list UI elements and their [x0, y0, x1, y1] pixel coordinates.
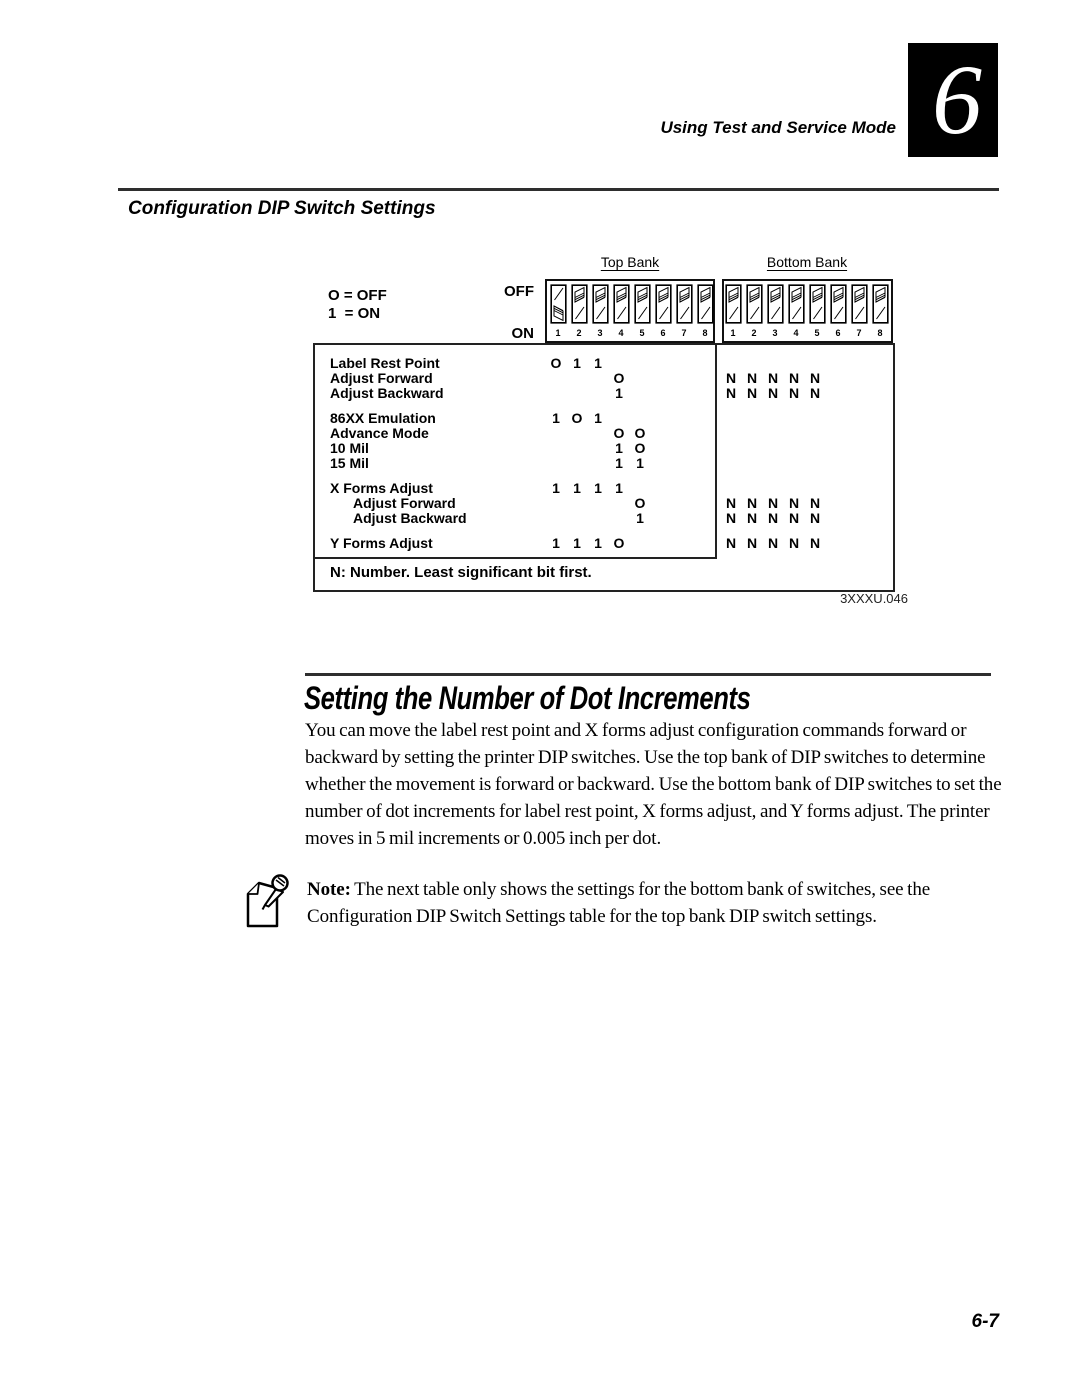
top-bank-value-cell: O: [613, 425, 625, 441]
bottom-bank-value-cell: N: [725, 510, 737, 526]
top-bank-value-cell: 1: [636, 510, 644, 526]
bottom-bank-value-cell: N: [767, 370, 779, 386]
top-bank-value-cell: 1: [552, 410, 560, 426]
table-row-label: Advance Mode: [330, 425, 429, 441]
dip-switch-icon: [676, 284, 693, 329]
dip-switch-icon: [697, 284, 714, 329]
table-row-label: 15 Mil: [330, 455, 369, 471]
dip-switch-icon: [592, 284, 609, 329]
dip-switch-icon: [788, 284, 805, 329]
chapter-number: 6: [932, 44, 982, 155]
dip-switch-icon: [746, 284, 763, 329]
bottom-bank-value-cell: N: [725, 385, 737, 401]
top-bank-value-cell: 1: [573, 535, 581, 551]
dip-switch-icon: [725, 284, 742, 329]
top-bank-value-cell: 1: [573, 355, 581, 371]
top-bank-value-cell: 1: [615, 455, 623, 471]
switch-number: 2: [751, 328, 757, 338]
legend-off: O = OFF: [328, 287, 387, 304]
top-bank-value-cell: 1: [594, 480, 602, 496]
table-row-label: Adjust Forward: [330, 370, 433, 386]
bottom-bank-value-cell: N: [767, 385, 779, 401]
dip-switch-icon: [851, 284, 868, 329]
legend-on: 1 = ON: [328, 305, 381, 322]
top-bank-value-cell: 1: [573, 480, 581, 496]
dip-switch-icon: [809, 284, 826, 329]
top-bank-value-cell: O: [634, 425, 646, 441]
switch-legend: [328, 287, 387, 323]
top-bank-value-cell: 1: [594, 535, 602, 551]
top-bank-switches: [545, 279, 715, 343]
table-row-label: 10 Mil: [330, 440, 369, 456]
dip-switch-icon: [613, 284, 630, 329]
bottom-bank-value-cell: N: [809, 385, 821, 401]
chapter-number-box: [908, 43, 998, 157]
top-bank-value-cell: 1: [615, 440, 623, 456]
table-row-label: Adjust Backward: [353, 510, 467, 526]
switch-number: 1: [730, 328, 736, 338]
dip-switch-icon: [872, 284, 889, 329]
top-bank-value-cell: 1: [594, 410, 602, 426]
page-number: 6-7: [971, 1311, 999, 1332]
top-bank-value-cell: 1: [552, 480, 560, 496]
off-position-label: OFF: [504, 283, 534, 300]
table-row-label: Y Forms Adjust: [330, 535, 433, 551]
top-bank-value-cell: 1: [636, 455, 644, 471]
dip-switch-icon: [571, 284, 588, 329]
bottom-bank-value-cell: N: [788, 510, 800, 526]
switch-number: 5: [814, 328, 820, 338]
table-footnote: N: Number. Least significant bit first.: [330, 564, 592, 581]
table-row-label: Adjust Backward: [330, 385, 444, 401]
top-bank-value-cell: 1: [552, 535, 560, 551]
dip-switch-icon: [655, 284, 672, 329]
settings-table-rows: [313, 343, 895, 592]
bottom-bank-value-cell: N: [746, 495, 758, 511]
dip-switch-icon: [830, 284, 847, 329]
bottom-bank-value-cell: N: [809, 370, 821, 386]
top-bank-value-cell: 1: [615, 385, 623, 401]
table-row-label: Label Rest Point: [330, 355, 440, 371]
bottom-bank-value-cell: N: [746, 535, 758, 551]
bottom-bank-value-cell: N: [788, 370, 800, 386]
top-bank-value-cell: 1: [594, 355, 602, 371]
switch-number: 8: [877, 328, 883, 338]
bottom-bank-value-cell: N: [767, 510, 779, 526]
table-row-label: 86XX Emulation: [330, 410, 436, 426]
bottom-bank-value-cell: N: [788, 495, 800, 511]
header-rule: [118, 188, 999, 191]
chapter-title: Using Test and Service Mode: [660, 118, 896, 137]
top-bank-value-cell: O: [571, 410, 583, 426]
bottom-bank-switches: [722, 279, 893, 343]
switch-number: 7: [856, 328, 862, 338]
section2-rule: [305, 673, 991, 676]
note-label: Note:: [307, 879, 351, 900]
bottom-bank-value-cell: N: [788, 535, 800, 551]
section2-body: You can move the label rest point and X forms adjust configuration commands forward or backward by setting the printer DIP switches. Use the top bank of DIP switches to determine whether the movement is forward or backward. Use the bottom bank of DIP switches to set the number of dot increments for label rest point, X forms adjust, and Y forms adjust. The printer moves in 5 mil increments or 0.005 inch per dot.: [305, 720, 1002, 849]
section2-heading: Setting the Number of Dot Increments: [304, 680, 751, 716]
top-bank-value-cell: O: [613, 370, 625, 386]
dip-switch-icon: [550, 284, 567, 329]
bottom-bank-value-cell: N: [746, 510, 758, 526]
note-paragraph: [307, 876, 987, 930]
bottom-bank-label: Bottom Bank: [766, 254, 848, 270]
table-row-label: X Forms Adjust: [330, 480, 433, 496]
bottom-bank-value-cell: N: [809, 510, 821, 526]
top-bank-value-cell: O: [613, 535, 625, 551]
top-bank-value-cell: O: [634, 495, 646, 511]
switch-number: 4: [793, 328, 799, 338]
switch-number: 6: [835, 328, 841, 338]
bottom-bank-value-cell: N: [809, 495, 821, 511]
section1-heading: Configuration DIP Switch Settings: [128, 198, 436, 219]
top-bank-label: Top Bank: [600, 254, 660, 270]
bottom-bank-value-cell: N: [725, 370, 737, 386]
switch-number: 8: [702, 328, 708, 338]
top-bank-value-cell: O: [634, 440, 646, 456]
switch-number: 1: [555, 328, 561, 338]
bottom-bank-value-cell: N: [809, 535, 821, 551]
dip-switch-icon: [767, 284, 784, 329]
figure-caption: 3XXXU.046: [840, 591, 908, 606]
switch-number: 5: [639, 328, 645, 338]
table-row-label: Adjust Forward: [353, 495, 456, 511]
note-body: The next table only shows the settings for the bottom bank of switches, see the Configuration DIP Switch Settings table for the top bank DIP switch settings.: [307, 879, 931, 927]
bottom-bank-value-cell: N: [725, 495, 737, 511]
on-position-label: ON: [511, 325, 534, 342]
top-bank-value-cell: O: [550, 355, 562, 371]
note-icon: [239, 872, 293, 937]
bottom-bank-value-cell: N: [788, 385, 800, 401]
switch-number: 2: [576, 328, 582, 338]
bottom-bank-value-cell: N: [767, 535, 779, 551]
bottom-bank-value-cell: N: [725, 535, 737, 551]
switch-number: 4: [618, 328, 624, 338]
bottom-bank-value-cell: N: [767, 495, 779, 511]
top-bank-value-cell: 1: [615, 480, 623, 496]
switch-number: 3: [772, 328, 778, 338]
bottom-bank-value-cell: N: [746, 370, 758, 386]
switch-number: 7: [681, 328, 687, 338]
switch-number: 3: [597, 328, 603, 338]
bottom-bank-value-cell: N: [746, 385, 758, 401]
switch-number: 6: [660, 328, 666, 338]
dip-switch-icon: [634, 284, 651, 329]
